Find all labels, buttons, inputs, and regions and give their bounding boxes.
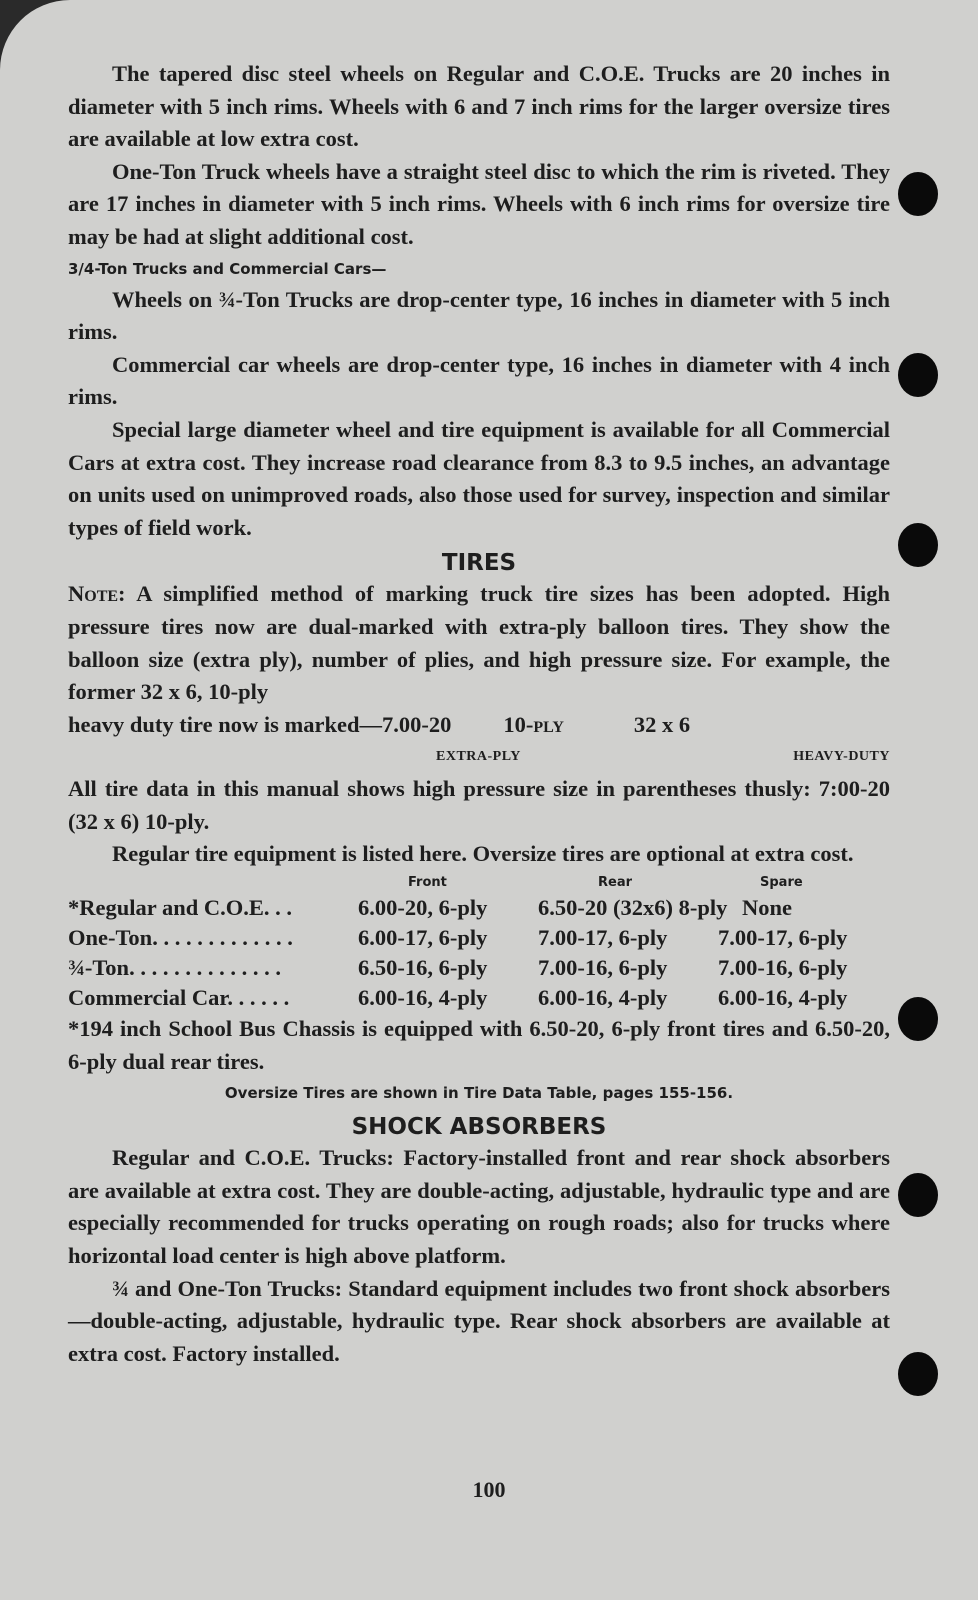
label-extra-ply: EXTRA-PLY bbox=[436, 749, 521, 765]
cell-spare: 7.00-16, 6-ply bbox=[718, 955, 848, 981]
punch-hole bbox=[898, 353, 938, 397]
punch-hole bbox=[898, 523, 938, 567]
tire-table bbox=[68, 893, 890, 1013]
example-labels bbox=[68, 741, 890, 773]
cell-spare: None bbox=[742, 895, 792, 921]
tires-heading: TIRES bbox=[441, 550, 517, 577]
row-label: ¾-Ton. . . . . . . . . . . . . . bbox=[68, 955, 281, 981]
col-rear: Rear bbox=[598, 875, 633, 891]
tire-example bbox=[68, 709, 890, 742]
punch-hole bbox=[898, 1173, 938, 1217]
paragraph: The tapered disc steel wheels on Regular and C.O.E. Trucks are 20 inches in diameter with 5 inch rims. Wheels with 6 and 7 inch rims for the larger oversize tires are available at low extra cost. bbox=[68, 61, 890, 152]
row-label: One-Ton. . . . . . . . . . . . . bbox=[68, 925, 293, 951]
label-heavy-duty: HEAVY-DUTY bbox=[793, 749, 890, 765]
note-label: Note: bbox=[68, 581, 126, 607]
paragraph: Wheels on ¾-Ton Trucks are drop-center type, 16 inches in diameter with 5 inch rims. bbox=[68, 286, 890, 345]
table-row bbox=[68, 923, 890, 953]
footnote: *194 inch School Bus Chassis is equipped with 6.50-20, 6-ply front tires and 6.50-20, 6-ply dual rear tires. bbox=[68, 1016, 890, 1074]
cell-rear: 6.50-20 (32x6) 8-ply bbox=[538, 895, 728, 921]
tires-note bbox=[68, 578, 890, 708]
punch-hole bbox=[898, 1352, 938, 1396]
cell-rear: 7.00-17, 6-ply bbox=[538, 925, 668, 951]
table-row bbox=[68, 983, 890, 1013]
example-hp: 32 x 6 bbox=[633, 711, 691, 737]
row-label: *Regular and C.O.E. . . bbox=[68, 895, 292, 921]
punch-hole bbox=[898, 172, 938, 216]
cell-rear: 7.00-16, 6-ply bbox=[538, 955, 668, 981]
cell-spare: 7.00-17, 6-ply bbox=[718, 925, 848, 951]
cell-front: 6.00-17, 6-ply bbox=[358, 925, 488, 951]
cell-front: 6.50-16, 6-ply bbox=[358, 955, 488, 981]
table-row bbox=[68, 953, 890, 983]
paragraph: One-Ton Truck wheels have a straight steel disc to which the rim is riveted. They are 17 inches in diameter with 5 inch rims. Wheels with 6 inch rims for oversize tire may be had at slight additional cost. bbox=[68, 158, 890, 249]
page-number: 100 bbox=[472, 1477, 506, 1502]
oversize-note: Oversize Tires are shown in Tire Data Table, pages 155-156. bbox=[224, 1084, 734, 1103]
col-spare: Spare bbox=[760, 875, 803, 891]
table-row bbox=[68, 893, 890, 923]
subheading: 3/4-Ton Trucks and Commercial Cars— bbox=[68, 259, 387, 278]
punch-hole bbox=[898, 997, 938, 1041]
col-front: Front bbox=[408, 875, 447, 891]
cell-rear: 6.00-16, 4-ply bbox=[538, 985, 668, 1011]
cell-front: 6.00-20, 6-ply bbox=[358, 895, 488, 921]
example-ply: 10-ply bbox=[503, 711, 564, 737]
shock-heading: SHOCK ABSORBERS bbox=[351, 1114, 607, 1141]
row-label: Commercial Car. . . . . . bbox=[68, 985, 290, 1011]
tire-table-header bbox=[68, 873, 890, 893]
cell-front: 6.00-16, 4-ply bbox=[358, 985, 488, 1011]
paragraph: Regular tire equipment is listed here. Oversize tires are optional at extra cost. bbox=[112, 841, 854, 867]
paragraph: Commercial car wheels are drop-center type, 16 inches in diameter with 4 inch rims. bbox=[68, 351, 890, 410]
paragraph: Special large diameter wheel and tire equipment is available for all Commercial Cars at extra cost. They increase road clearance from 8.3 to 9.5 inches, an advantage on units used on unimproved roads, also those used for survey, inspection and similar types of field work. bbox=[68, 416, 890, 540]
paragraph: Regular and C.O.E. Trucks: Factory-installed front and rear shock absorbers are available at extra cost. They are double-acting, adjustable, hydraulic type and are especially recommended for trucks operating on rough roads; also for trucks where horizontal load center is high above platform. bbox=[68, 1145, 890, 1269]
example-lead: heavy duty tire now is marked—7.00-20 bbox=[68, 711, 452, 737]
paragraph: All tire data in this manual shows high pressure size in parentheses thusly: 7:00-20 (32 x 6) 10-ply. bbox=[68, 776, 890, 834]
cell-spare: 6.00-16, 4-ply bbox=[718, 985, 848, 1011]
page-content bbox=[68, 58, 890, 1370]
paragraph: ¾ and One-Ton Trucks: Standard equipment includes two front shock absorbers—double-acting, adjustable, hydraulic type. Rear shock absorbers are available at extra cost. Factory installed. bbox=[68, 1275, 890, 1366]
note-text: A simplified method of marking truck tire sizes has been adopted. High pressure tires now are dual-marked with extra-ply balloon tires. They show the balloon size (extra ply), number of plies, and high pressure size. For example, the former 32 x 6, 10-ply bbox=[68, 581, 890, 705]
